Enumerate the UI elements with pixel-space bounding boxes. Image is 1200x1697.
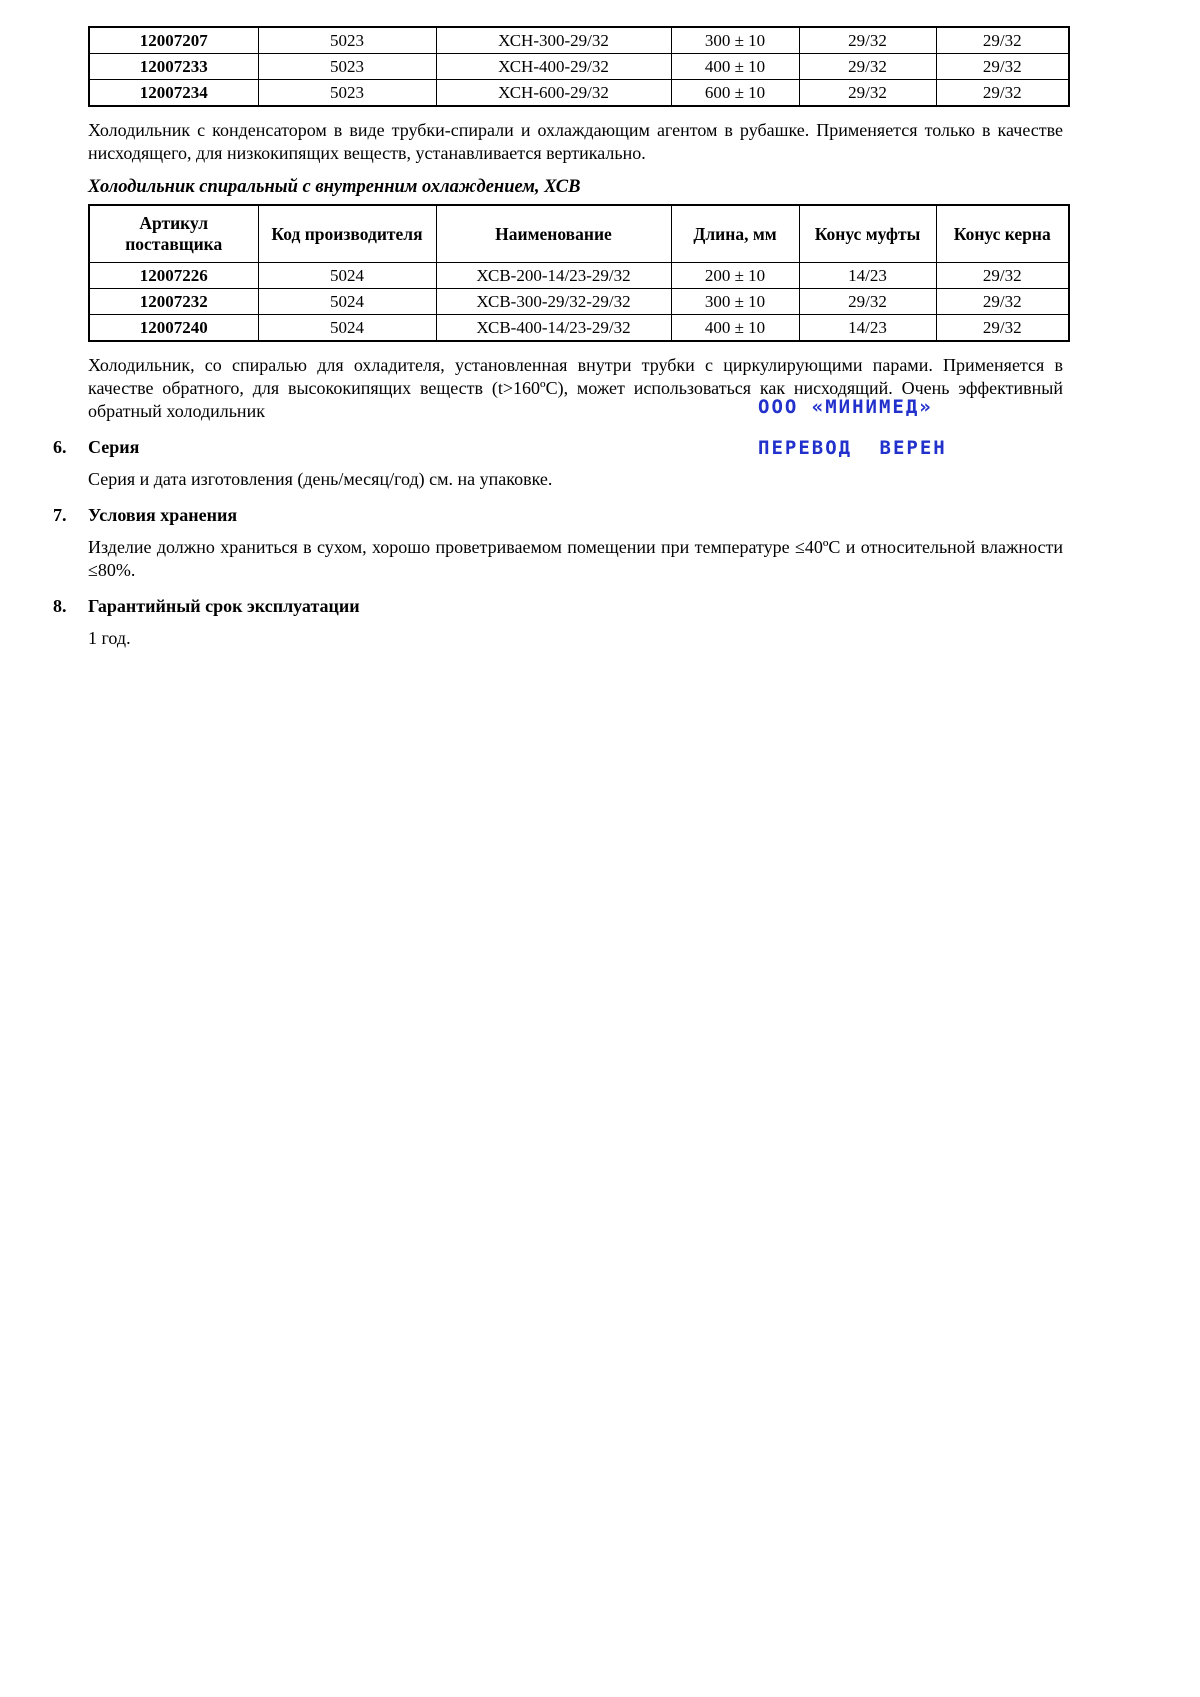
section-number: 6.	[53, 437, 67, 457]
table-cell: 29/32	[799, 54, 936, 80]
section-number: 8.	[53, 596, 67, 616]
table-cell: 12007207	[89, 27, 258, 54]
table-cell: 12007232	[89, 289, 258, 315]
column-header-manufacturer-code: Код производителя	[258, 205, 436, 263]
table-cell: 29/32	[799, 27, 936, 54]
condenser-xcv-table	[88, 204, 1070, 342]
table-row	[89, 263, 1069, 289]
table-row	[89, 54, 1069, 80]
table-cell: 5023	[258, 27, 436, 54]
section-body: 1 год.	[88, 628, 131, 648]
table-cell: 14/23	[799, 315, 936, 342]
section-body: Серия и дата изготовления (день/месяц/год) см. на упаковке.	[88, 469, 553, 489]
column-header-socket-cone: Конус муфты	[799, 205, 936, 263]
section-warranty-period	[53, 595, 1068, 650]
table-cell: 400 ± 10	[671, 54, 799, 80]
column-header-length: Длина, мм	[671, 205, 799, 263]
table-cell: 29/32	[936, 27, 1069, 54]
table-row	[89, 289, 1069, 315]
stamp-translation-correct-label: ПЕРЕВОД ВЕРЕН	[758, 437, 947, 459]
paragraph-xcv-description: Холодильник, со спиралью для охладителя, установленная внутри трубки с циркулирующими парами. Применяется в качестве обратного, для высококипящих веществ (t>160ºС), может использоваться как нисходящий. Очень эффективный обратный холодильник	[88, 355, 1063, 421]
table-cell: 5024	[258, 289, 436, 315]
section-title: Серия	[88, 437, 140, 457]
table-cell: 12007233	[89, 54, 258, 80]
table-row	[89, 80, 1069, 107]
paragraph-xcn-description: Холодильник с конденсатором в виде трубки-спирали и охлаждающим агентом в рубашке. Применяется только в качестве нисходящего, для низкокипящих веществ, устанавливается вертикально.	[88, 120, 1063, 163]
stamp-company-name: ООО «МИНИМЕД»	[758, 396, 933, 418]
table-cell: 29/32	[799, 80, 936, 107]
table-cell: 5024	[258, 315, 436, 342]
xcv-table-title: Холодильник спиральный с внутренним охлаждением, ХСВ	[88, 177, 581, 197]
table-cell: 5023	[258, 80, 436, 107]
translation-stamp	[758, 396, 947, 459]
table-cell: ХСН-400-29/32	[436, 54, 671, 80]
table-cell: 12007240	[89, 315, 258, 342]
table-cell: 200 ± 10	[671, 263, 799, 289]
column-header-name: Наименование	[436, 205, 671, 263]
table-row	[89, 27, 1069, 54]
table-cell: ХСН-600-29/32	[436, 80, 671, 107]
table-cell: 300 ± 10	[671, 289, 799, 315]
section-title: Условия хранения	[88, 505, 238, 525]
table-header-row	[89, 205, 1069, 263]
table-cell: ХСН-300-29/32	[436, 27, 671, 54]
table-cell: 12007226	[89, 263, 258, 289]
table-cell: 5024	[258, 263, 436, 289]
table-cell: 29/32	[936, 315, 1069, 342]
table-cell: ХСВ-400-14/23-29/32	[436, 315, 671, 342]
table-cell: 400 ± 10	[671, 315, 799, 342]
section-title: Гарантийный срок эксплуатации	[88, 596, 360, 616]
column-header-core-cone: Конус керна	[936, 205, 1069, 263]
section-storage-conditions	[53, 504, 1068, 582]
table-cell: 29/32	[936, 263, 1069, 289]
table-cell: ХСВ-300-29/32-29/32	[436, 289, 671, 315]
table-cell: 14/23	[799, 263, 936, 289]
table-cell: 300 ± 10	[671, 27, 799, 54]
table-cell: ХСВ-200-14/23-29/32	[436, 263, 671, 289]
table-cell: 29/32	[936, 54, 1069, 80]
column-header-supplier-article: Артикул поставщика	[89, 205, 258, 263]
section-body: Изделие должно храниться в сухом, хорошо проветриваемом помещении при температуре ≤40ºС и относительной влажности ≤80%.	[88, 537, 1063, 580]
table-cell: 29/32	[936, 80, 1069, 107]
table-cell: 5023	[258, 54, 436, 80]
table-cell: 29/32	[936, 289, 1069, 315]
table-cell: 29/32	[799, 289, 936, 315]
table-cell: 600 ± 10	[671, 80, 799, 107]
table-cell: 12007234	[89, 80, 258, 107]
table-row	[89, 315, 1069, 342]
condenser-xcn-table	[88, 26, 1070, 107]
section-number: 7.	[53, 505, 67, 525]
